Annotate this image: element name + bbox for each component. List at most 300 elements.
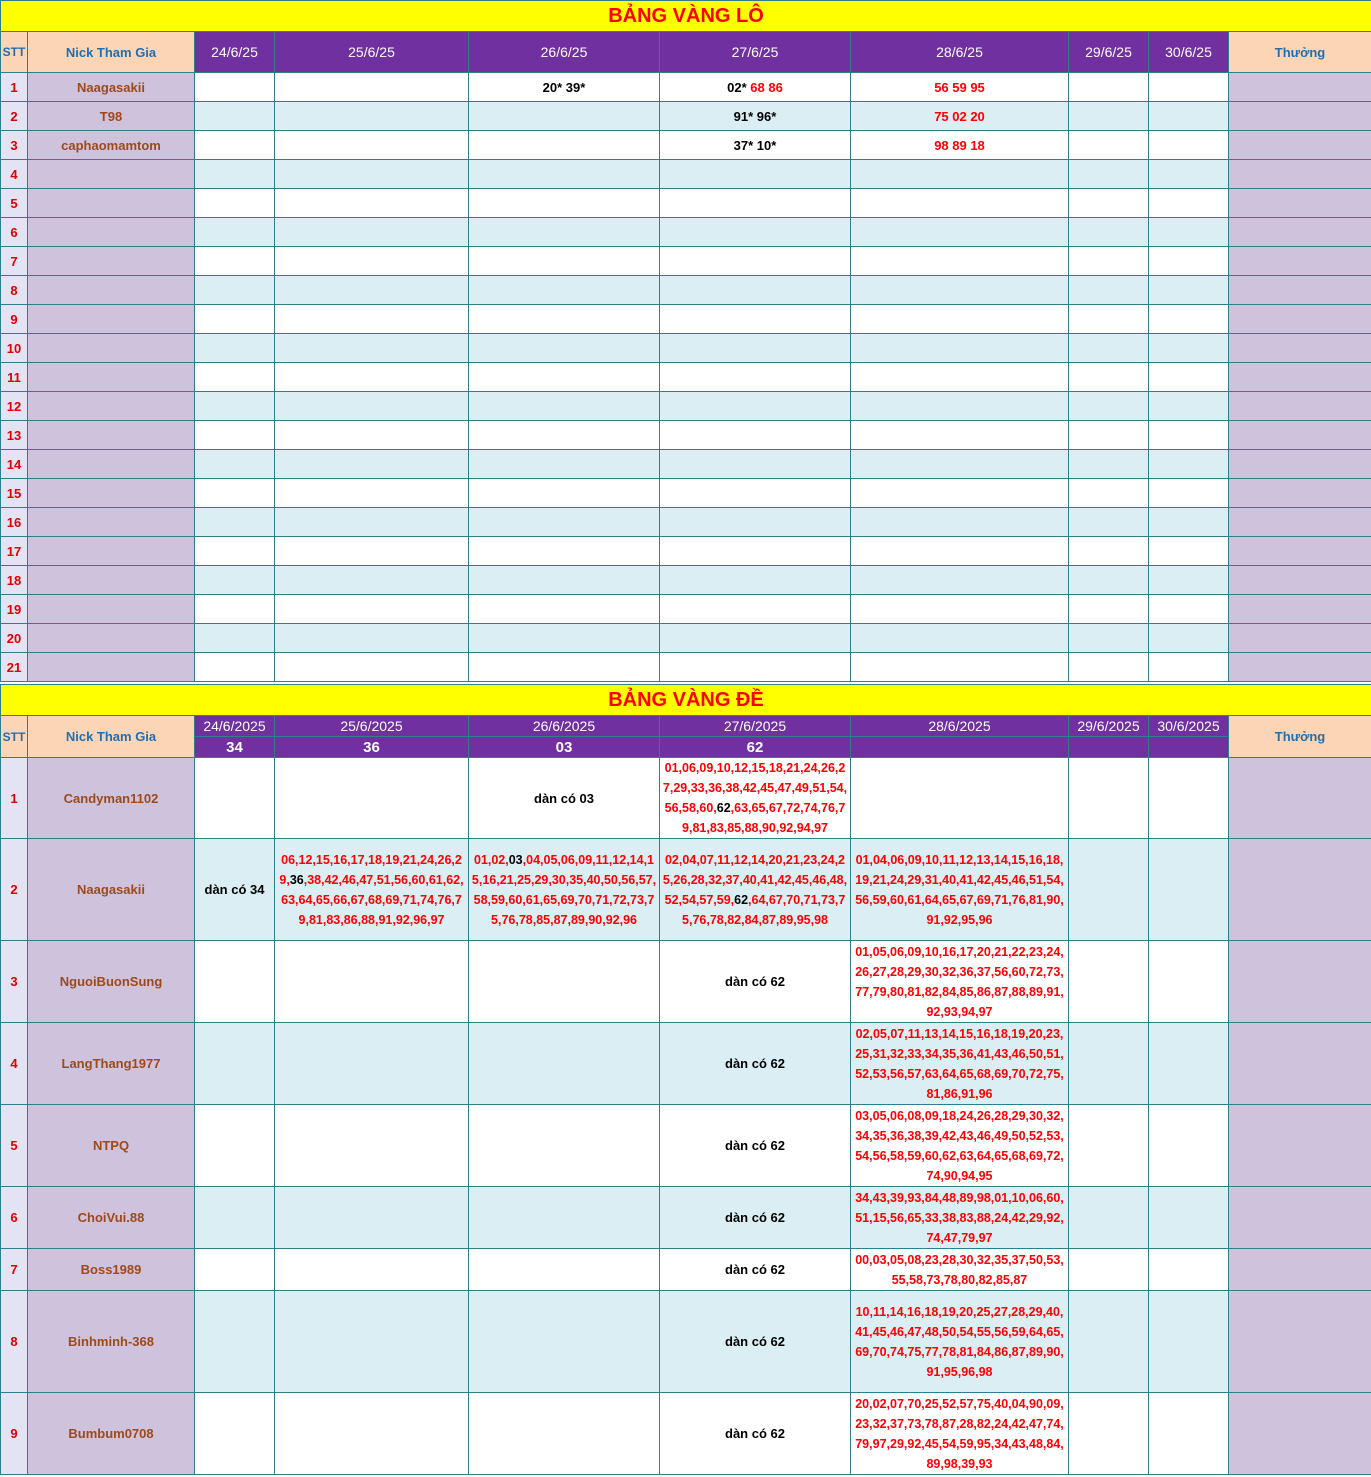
entry-cell[interactable] [1069,595,1149,624]
red-numbers: ,04,05,06,09,11,12,14,15,16,21,25,29,30,35,40,50,56,57,58,59,60,61,65,69,70,71,72,73,75,76,78,85,87,89,90,92,96 [471,852,657,927]
entry-cell[interactable] [660,218,851,247]
entry-cell[interactable] [851,305,1069,334]
winning-number: 36 [289,872,304,887]
reward-cell [1229,363,1371,392]
entry-cell[interactable] [469,624,660,653]
table-row [1,1291,1371,1393]
entry-cell[interactable] [275,73,469,102]
row-number: 11 [1,363,28,392]
entry-cell[interactable] [1149,450,1229,479]
entry-cell[interactable] [851,73,1069,102]
entry-cell[interactable] [1069,941,1149,1023]
reward-cell [1229,421,1371,450]
table-row [1,305,1371,334]
red-numbers: 03,05,06,08,09,18,24,26,28,29,30,32,34,35,36,38,39,42,43,46,49,50,52,53,54,56,58,59,60,62,63,64,65,68,69,72,74,90,94,95 [855,1108,1064,1183]
entry-cell[interactable] [1149,102,1229,131]
entry-cell[interactable] [275,131,469,160]
entry-cell[interactable] [851,392,1069,421]
entry-cell[interactable] [1069,189,1149,218]
entry-cell[interactable] [851,189,1069,218]
reward-cell [1229,1393,1371,1475]
entry-cell[interactable] [195,131,275,160]
entry-cell[interactable] [275,566,469,595]
red-numbers: 10,11,14,16,18,19,20,25,27,28,29,40,41,45,46,47,48,50,54,55,56,59,64,65,69,70,74,75,77,78,81,84,86,87,89,90,91,95,96,98 [855,1304,1064,1379]
entry-cell[interactable] [195,102,275,131]
entry-cell[interactable] [660,450,851,479]
entry-cell[interactable] [660,102,851,131]
red-numbers: 00,03,05,08,23,28,30,32,35,37,50,53,55,58,73,78,80,82,85,87 [855,1252,1064,1287]
entry-cell[interactable] [1069,131,1149,160]
entry-cell[interactable] [1149,189,1229,218]
entry-cell[interactable] [1069,839,1149,941]
entry-cell[interactable] [851,479,1069,508]
entry-cell[interactable] [1069,1291,1149,1393]
table-row [1,247,1371,276]
nick-name: LangThang1977 [28,1023,195,1105]
row-number: 21 [1,653,28,682]
entry-cell[interactable] [1149,73,1229,102]
black-numbers: dàn có 62 [725,974,785,989]
entry-cell[interactable] [1069,537,1149,566]
entry-cell[interactable] [275,450,469,479]
black-numbers: dàn có 03 [534,790,594,806]
table-row [1,624,1371,653]
entry-cell[interactable] [660,73,851,102]
entry-cell[interactable] [469,276,660,305]
entry-cell[interactable] [660,1023,851,1105]
number-list [851,1250,1068,1290]
entry-cell[interactable] [1069,276,1149,305]
reward-cell [1229,305,1371,334]
entry-cell[interactable] [1069,758,1149,839]
reward-cell [1229,276,1371,305]
entry-cell[interactable] [1149,1187,1229,1249]
row-number: 1 [1,73,28,102]
reward-cell [1229,102,1371,131]
entry-cell[interactable] [195,595,275,624]
entry-cell[interactable] [1069,392,1149,421]
entry-cell[interactable] [851,450,1069,479]
entry-cell[interactable] [1069,624,1149,653]
entry-cell[interactable] [469,160,660,189]
number-list [851,1188,1068,1248]
entry-cell[interactable] [851,624,1069,653]
table-row [1,1105,1371,1187]
entry-cell[interactable] [1149,479,1229,508]
table-row [1,1393,1371,1475]
entry-cell[interactable] [1149,131,1229,160]
entry-cell[interactable] [195,160,275,189]
entry-cell[interactable] [1149,305,1229,334]
entry-cell[interactable] [195,758,275,839]
entry-cell[interactable] [195,421,275,450]
entry-cell[interactable] [275,1023,469,1105]
entry-cell[interactable] [469,102,660,131]
table-row [1,1023,1371,1105]
number-list [851,1106,1068,1186]
row-number: 8 [1,276,28,305]
black-numbers: dàn có 62 [725,1334,785,1349]
entry-cell[interactable] [851,421,1069,450]
entry-cell[interactable] [195,941,275,1023]
entry-cell[interactable] [469,421,660,450]
entry-cell[interactable] [275,1393,469,1475]
red-numbers: 02,05,07,11,13,14,15,16,18,19,20,23,25,31,32,33,34,35,36,41,43,46,50,51,52,53,56,57,63,64,65,68,69,70,72,75,81,86,91,96 [855,1026,1064,1101]
entry-cell[interactable] [195,247,275,276]
nick-name [28,247,195,276]
entry-cell[interactable] [195,305,275,334]
entry-cell[interactable] [275,1291,469,1393]
entry-cell[interactable] [1149,566,1229,595]
entry-cell[interactable] [1149,537,1229,566]
entry-cell[interactable] [851,160,1069,189]
row-number: 9 [1,305,28,334]
entry-cell[interactable] [275,160,469,189]
entry-cell[interactable] [660,537,851,566]
entry-cell[interactable] [851,566,1069,595]
entry-cell[interactable] [660,566,851,595]
entry-cell[interactable] [851,218,1069,247]
table-row [1,102,1371,131]
date-header: 25/6/2025 [275,716,469,737]
entry-cell[interactable] [660,1393,851,1475]
entry-cell[interactable] [275,941,469,1023]
black-numbers: dàn có 34 [204,882,265,897]
entry-cell[interactable] [851,839,1069,941]
entry-cell[interactable] [195,624,275,653]
entry-cell[interactable] [660,479,851,508]
entry-cell[interactable] [1149,758,1229,839]
date-header: 24/6/2025 [195,716,275,737]
entry-cell[interactable] [1069,1105,1149,1187]
stt-header: STT [1,716,28,758]
entry-cell[interactable] [1149,276,1229,305]
entry-cell[interactable] [469,566,660,595]
date-header: 24/6/25 [195,32,275,73]
entry-cell[interactable] [1069,1187,1149,1249]
entry-cell[interactable] [1069,334,1149,363]
entry-cell[interactable] [275,1249,469,1291]
result-number: 62 [660,737,851,758]
entry-cell[interactable] [1149,941,1229,1023]
entry-cell[interactable] [851,1023,1069,1105]
entry-cell[interactable] [1149,421,1229,450]
date-header: 27/6/2025 [660,716,851,737]
table-row [1,73,1371,102]
nick-name [28,305,195,334]
entry-cell[interactable] [275,276,469,305]
row-number: 19 [1,595,28,624]
entry-cell[interactable] [660,595,851,624]
entry-cell[interactable] [275,1105,469,1187]
table-row [1,334,1371,363]
entry-cell[interactable] [1069,247,1149,276]
entry-cell[interactable] [275,305,469,334]
entry-cell[interactable] [1069,508,1149,537]
date-header: 26/6/25 [469,32,660,73]
red-numbers: 34,43,39,93,84,48,89,98,01,10,06,60,51,15,56,65,33,38,83,88,24,42,29,92,74,47,79,97 [855,1190,1064,1245]
entry-cell[interactable] [275,363,469,392]
row-number: 20 [1,624,28,653]
nick-name [28,392,195,421]
entry-cell[interactable] [469,450,660,479]
entry-cell[interactable] [195,653,275,682]
entry-cell[interactable] [195,537,275,566]
entry-cell[interactable] [1069,73,1149,102]
entry-cell[interactable] [660,247,851,276]
nick-name [28,421,195,450]
entry-cell[interactable] [195,189,275,218]
entry-cell[interactable] [660,1249,851,1291]
entry-cell[interactable] [195,1393,275,1475]
entry-cell[interactable] [1149,160,1229,189]
entry-cell[interactable] [275,758,469,839]
entry-cell[interactable] [1149,334,1229,363]
entry-cell[interactable] [1149,624,1229,653]
nick-name: Binhminh-368 [28,1291,195,1393]
entry-cell[interactable] [1069,421,1149,450]
entry-cell[interactable] [1069,363,1149,392]
entry-cell[interactable] [469,247,660,276]
date-header: 25/6/25 [275,32,469,73]
entry-cell[interactable] [660,334,851,363]
table-row [1,941,1371,1023]
entry-cell[interactable] [275,102,469,131]
entry-cell[interactable] [469,334,660,363]
entry-cell[interactable] [851,653,1069,682]
entry-cell[interactable] [195,508,275,537]
entry-cell[interactable] [195,566,275,595]
entry-cell[interactable] [1149,595,1229,624]
entry-cell[interactable] [469,839,660,941]
entry-cell[interactable] [660,508,851,537]
entry-cell[interactable] [275,653,469,682]
reward-cell [1229,392,1371,421]
black-numbers: dàn có 62 [725,1426,785,1441]
entry-cell[interactable] [195,276,275,305]
entry-cell[interactable] [469,189,660,218]
entry-cell[interactable] [851,247,1069,276]
entry-cell[interactable] [469,508,660,537]
entry-cell[interactable] [469,758,660,839]
entry-cell[interactable] [195,73,275,102]
lo-title-row [1,1,1371,32]
entry-cell[interactable] [1069,653,1149,682]
date-header: 30/6/25 [1149,32,1229,73]
nick-name: Bumbum0708 [28,1393,195,1475]
entry-cell[interactable] [195,1105,275,1187]
table-row [1,218,1371,247]
entry-cell[interactable] [275,247,469,276]
entry-cell[interactable] [660,160,851,189]
entry-cell[interactable] [660,189,851,218]
entry-cell[interactable] [1149,1291,1229,1393]
entry-cell[interactable] [851,102,1069,131]
entry-cell[interactable] [851,758,1069,839]
table-row [1,392,1371,421]
black-numbers: dàn có 62 [725,1262,785,1277]
entry-cell[interactable] [275,218,469,247]
result-number [851,737,1069,758]
red-numbers: 20,02,07,70,25,52,57,75,40,04,90,09,23,32,37,73,78,87,28,82,24,42,47,74,79,97,29,92,45,54,59,95,34,43,48,84,89,98,39,93 [855,1396,1064,1471]
entry-cell[interactable] [275,421,469,450]
entry-cell[interactable] [1069,566,1149,595]
reward-cell [1229,537,1371,566]
entry-cell[interactable] [195,839,275,941]
entry-cell[interactable] [851,334,1069,363]
entry-cell[interactable] [275,595,469,624]
entry-cell[interactable] [1149,218,1229,247]
entry-cell[interactable] [851,131,1069,160]
entry-cell[interactable] [851,1105,1069,1187]
row-number: 10 [1,334,28,363]
entry-cell[interactable] [660,1187,851,1249]
entry-cell[interactable] [469,218,660,247]
entry-cell[interactable] [660,421,851,450]
entry-cell[interactable] [660,1105,851,1187]
black-numbers: 91* 96* [733,108,777,124]
red-numbers: 75 02 20 [934,108,985,124]
entry-cell[interactable] [195,479,275,508]
table-row [1,450,1371,479]
entry-cell[interactable] [195,1187,275,1249]
row-number: 6 [1,1187,28,1249]
nick-name [28,479,195,508]
black-numbers: dàn có 62 [725,1210,785,1225]
entry-cell[interactable] [851,1393,1069,1475]
table-row [1,839,1371,941]
entry-cell[interactable] [275,189,469,218]
row-number: 3 [1,131,28,160]
entry-cell[interactable] [195,392,275,421]
date-header: 28/6/25 [851,32,1069,73]
entry-cell[interactable] [469,1105,660,1187]
date-header: 30/6/2025 [1149,716,1229,737]
entry-cell[interactable] [469,1023,660,1105]
entry-cell[interactable] [1149,247,1229,276]
entry-cell[interactable] [851,537,1069,566]
entry-cell[interactable] [195,363,275,392]
entry-cell[interactable] [469,1249,660,1291]
entry-cell[interactable] [469,941,660,1023]
nick-name: Naagasakii [28,839,195,941]
entry-cell[interactable] [660,624,851,653]
row-number: 13 [1,421,28,450]
entry-cell[interactable] [469,73,660,102]
entry-cell[interactable] [469,131,660,160]
entry-cell[interactable] [660,131,851,160]
reward-cell [1229,653,1371,682]
entry-cell[interactable] [660,363,851,392]
red-numbers: ,64,67,70,71,73,75,76,78,82,84,87,89,95,98 [682,892,846,927]
entry-cell[interactable] [275,624,469,653]
entry-cell[interactable] [275,537,469,566]
entry-cell[interactable] [469,537,660,566]
entry-cell[interactable] [851,1291,1069,1393]
entry-cell[interactable] [660,653,851,682]
entry-cell[interactable] [1069,305,1149,334]
entry-cell[interactable] [1149,363,1229,392]
entry-cell[interactable] [1069,1023,1149,1105]
entry-cell[interactable] [1149,508,1229,537]
entry-cell[interactable] [1149,839,1229,941]
entry-cell[interactable] [195,334,275,363]
reward-cell [1229,941,1371,1023]
entry-cell[interactable] [1149,1393,1229,1475]
row-number: 16 [1,508,28,537]
entry-cell[interactable] [851,941,1069,1023]
entry-cell[interactable] [851,363,1069,392]
entry-cell[interactable] [1069,160,1149,189]
entry-cell[interactable] [469,305,660,334]
entry-cell[interactable] [1069,102,1149,131]
red-numbers: 02,04,07,11,12,14,20,21,23,24,25,26,28,32,37,40,41,42,45,46,48,52,54,57,59, [662,852,848,907]
entry-cell[interactable] [275,839,469,941]
entry-cell[interactable] [469,1291,660,1393]
entry-cell[interactable] [1069,1393,1149,1475]
entry-cell[interactable] [469,479,660,508]
entry-cell[interactable] [660,758,851,839]
entry-cell[interactable] [851,595,1069,624]
table-row [1,479,1371,508]
entry-cell[interactable] [851,1187,1069,1249]
number-list [851,942,1068,1022]
entry-cell[interactable] [851,276,1069,305]
entry-cell[interactable] [275,479,469,508]
entry-cell[interactable] [275,508,469,537]
entry-cell[interactable] [275,334,469,363]
entry-cell[interactable] [1149,1023,1229,1105]
entry-cell[interactable] [469,595,660,624]
entry-cell[interactable] [469,653,660,682]
reward-cell [1229,508,1371,537]
entry-cell[interactable] [1149,1105,1229,1187]
entry-cell[interactable] [275,392,469,421]
entry-cell[interactable] [195,1291,275,1393]
entry-cell[interactable] [660,392,851,421]
entry-cell[interactable] [1069,218,1149,247]
entry-cell[interactable] [195,450,275,479]
entry-cell[interactable] [469,1187,660,1249]
entry-cell[interactable] [660,941,851,1023]
entry-cell[interactable] [1149,653,1229,682]
number-list [660,850,850,930]
entry-cell[interactable] [1149,1249,1229,1291]
entry-cell[interactable] [1149,392,1229,421]
entry-cell[interactable] [195,218,275,247]
entry-cell[interactable] [469,1393,660,1475]
entry-cell[interactable] [851,1249,1069,1291]
entry-cell[interactable] [660,839,851,941]
entry-cell[interactable] [660,1291,851,1393]
entry-cell[interactable] [195,1249,275,1291]
table-row [1,189,1371,218]
nick-name: ChoiVui.88 [28,1187,195,1249]
entry-cell[interactable] [660,276,851,305]
entry-cell[interactable] [275,1187,469,1249]
entry-cell[interactable] [469,363,660,392]
entry-cell[interactable] [195,1023,275,1105]
entry-cell[interactable] [1069,1249,1149,1291]
entry-cell[interactable] [1069,479,1149,508]
entry-cell[interactable] [851,508,1069,537]
number-list [275,850,468,930]
entry-cell[interactable] [1069,450,1149,479]
row-number: 12 [1,392,28,421]
entry-cell[interactable] [469,392,660,421]
entry-cell[interactable] [660,305,851,334]
result-number: 03 [469,737,660,758]
